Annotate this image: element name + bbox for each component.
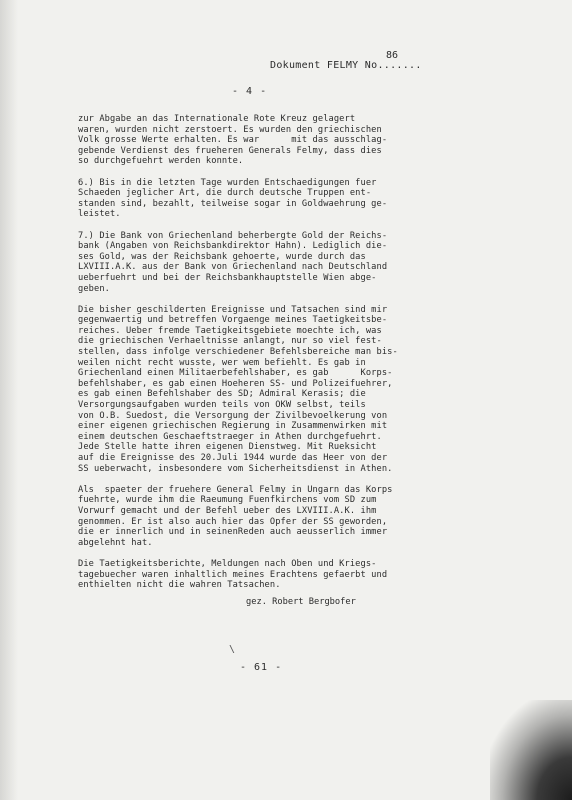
text-line: einer eigenen griechischen Regierung in Zusammenwirken mit [78,421,388,432]
text-line: auf die Ereignisse des 20.Juli 1944 wurde das Heer von der [78,453,388,463]
page-number-top: - 4 - [232,86,268,97]
text-line: weilen nicht recht wusste, wer wem befiehlt. Es gab in [78,357,366,368]
scan-edge-shadow [0,0,18,800]
text-line: geben. [78,283,110,294]
signature-line: gez. Robert Bergbofer [246,597,356,607]
text-line: es gab einen Befehlshaber des SD; Admiral Kerasis; die [78,389,366,400]
text-line: gebende Verdienst des frueheren Generals Felmy, dass dies [78,145,382,156]
paragraph [78,114,438,167]
text-line: abgelehnt hat. [78,537,153,548]
paragraph [78,231,438,295]
paragraph [78,559,438,591]
text-line: enthielten nicht die wahren Tatsachen. [78,580,281,591]
text-line: waren, wurden nicht zerstoert. Es wurden den griechischen [78,124,382,135]
text-line: bank (Angaben von Reichsbankdirektor Hahn). Lediglich die- [78,241,388,252]
page-number-bottom: - 61 - [240,662,283,673]
text-line: Jede Stelle hatte ihren eigenen Dienstweg. Mit Rueksicht [78,442,377,453]
text-line: die er innerlich und in seinenReden auch aeusserlich immer [78,527,388,538]
document-body [78,114,438,601]
text-line: ses Gold, was der Reichsbank gehoerte, wurde durch das [78,251,366,262]
text-line: 6.) Bis in die letzten Tage wurden Entschaedigungen fuer [78,177,377,188]
text-line: genommen. Er ist also auch hier das Opfer der SS geworden, [78,516,388,527]
text-line: Vorwurf gemacht und der Befehl ueber des LXVIII.A.K. ihm [78,505,377,516]
text-line: Die Taetigkeitsberichte, Meldungen nach Oben und Kriegs- [78,558,377,569]
text-line: standen sind, bezahlt, teilweise sogar in Goldwaehrung ge- [78,198,388,209]
document-reference: Dokument FELMY No....... [270,60,422,71]
text-line: gegenwaertig und betreffen Vorgaenge meines Taetigkeitsbe- [78,315,388,326]
text-line: ueberfuehrt und bei der Reichsbankhauptstelle Wien abge- [78,272,377,283]
text-line: von O.B. Suedost, die Versorgung der Zivilbevoelkerung von [78,410,388,421]
text-line: SS ueberwacht, insbesondere vom Sicherheitsdienst in Athen. [78,463,393,474]
text-line: befehlshaber, es gab einen Hoeheren SS- und Polizeifuehrer, [78,378,393,389]
text-line: reiches. Ueber fremde Taetigkeitsgebiete moechte ich, was [78,325,382,336]
stray-mark: \ [229,644,236,655]
text-line: Versorgungsaufgaben wurden teils von OKW selbst, teils [78,400,366,411]
paragraph [78,485,438,549]
text-line: stellen, dass infolge verschiedener Befehlsbereiche man bis- [78,347,398,358]
text-line: Als spaeter der fruehere General Felmy in Ungarn das Korps [78,484,393,495]
text-line: LXVIII.A.K. aus der Bank von Griechenland nach Deutschland [78,262,388,273]
text-line: so durchgefuehrt werden konnte. [78,156,244,167]
text-line: tagebuecher waren inhaltlich meines Erachtens gefaerbt und [78,569,388,580]
paragraph [78,305,438,475]
text-line: Volk grosse Werte erhalten. Es war mit das ausschlag- [78,135,388,146]
handwritten-document-number: 86 [386,50,399,61]
text-line: zur Abgabe an das Internationale Rote Kreuz gelagert [78,114,356,124]
text-line: Griechenland einen Militaerbefehlshaber, es gab Korps- [78,368,393,379]
text-line: 7.) Die Bank von Griechenland beherbergte Gold der Reichs- [78,230,388,241]
paragraph [78,178,438,220]
text-line: fuehrte, wurde ihm die Raeumung Fuenfkirchens vom SD zum [78,495,377,506]
text-line: Die bisher geschilderten Ereignisse und Tatsachen sind mir [78,304,388,315]
text-line: leistet. [78,209,121,220]
text-line: Schaeden jeglicher Art, die durch deutsche Truppen ent- [78,188,372,199]
scan-corner-shadow [490,700,572,800]
text-line: die griechischen Verhaeltnisse anlangt, nur so viel fest- [78,336,382,347]
text-line: einem deutschen Geschaeftstraeger in Athen durchgefuehrt. [78,431,382,442]
